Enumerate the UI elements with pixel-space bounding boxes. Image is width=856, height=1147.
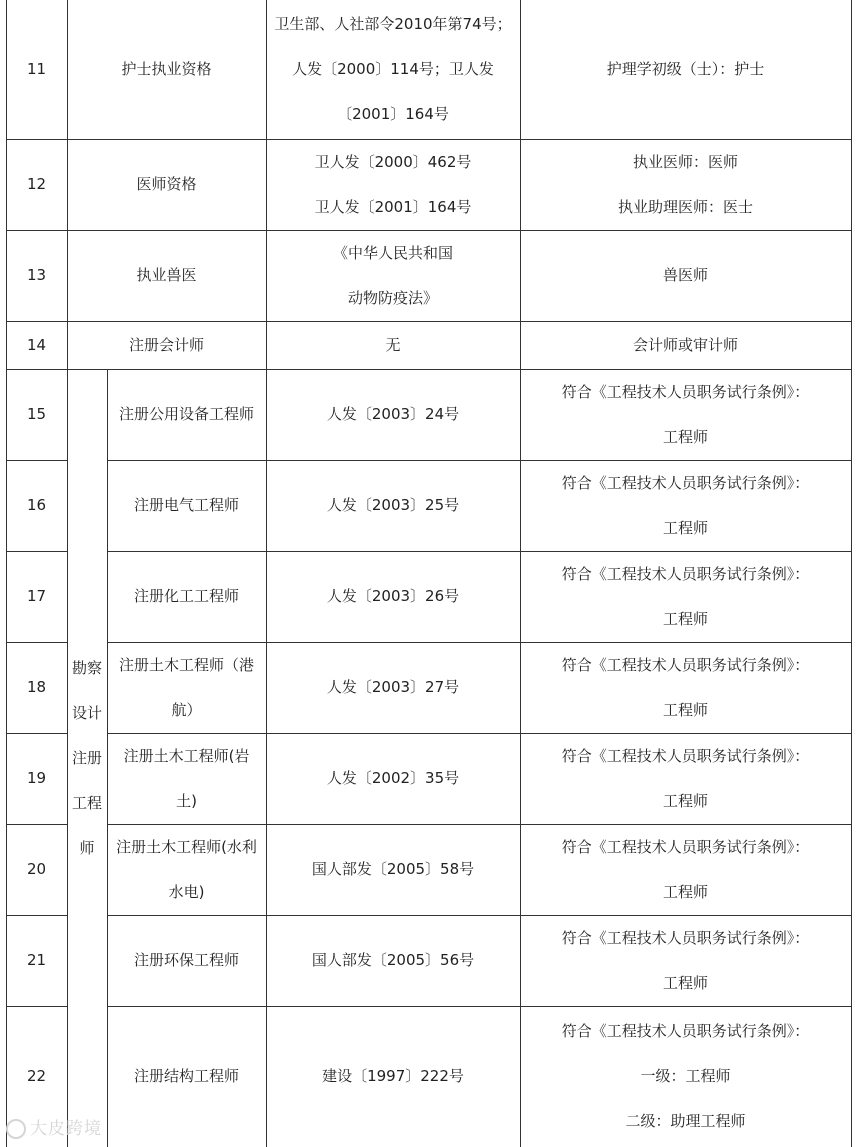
qualification-name-text: 注册电气工程师: [133, 496, 239, 514]
qualification-name: [107, 824, 266, 915]
document-basis: [266, 0, 520, 139]
document-basis-text: 人发〔2003〕27号: [326, 678, 460, 696]
qualification-name-text: 注册会计师: [128, 335, 204, 354]
grid-line-horizontal: [6, 642, 68, 643]
qualification-name: [107, 733, 266, 824]
watermark-logo-icon: [6, 1119, 26, 1139]
document-basis-text: 人发〔2003〕24号: [326, 405, 460, 423]
row-number: [6, 642, 67, 733]
grid-line-horizontal: [6, 824, 68, 825]
grid-line-vertical: [266, 0, 267, 1147]
grid-line-horizontal: [6, 915, 68, 916]
row-number-text: 22: [26, 1067, 47, 1085]
grid-line-horizontal: [107, 733, 852, 734]
row-number: [6, 0, 67, 139]
grid-line-horizontal: [6, 321, 852, 322]
document-basis: [266, 460, 520, 551]
row-number-text: 19: [26, 769, 47, 787]
qualification-name-text: 注册土木工程师（港 航）: [118, 655, 254, 719]
equivalent-title-text: 符合《工程技术人员职务试行条例》： 工程师: [561, 837, 810, 901]
row-number: [6, 321, 67, 369]
document-basis: [266, 915, 520, 1006]
row-number: [6, 369, 67, 460]
equivalent-title-text: 符合《工程技术人员职务试行条例》： 工程师: [561, 928, 810, 992]
row-number: [6, 139, 67, 230]
grid-line-horizontal: [6, 460, 68, 461]
qualification-name-text: 注册化工工程师: [133, 587, 239, 605]
row-number-text: 17: [26, 587, 47, 605]
row-number-text: 21: [26, 951, 47, 969]
document-basis: [266, 824, 520, 915]
document-basis-text: 卫生部、人社部令2010年第74号； 人发〔2000〕114号；卫人发 〔2001〕164号: [274, 15, 512, 123]
equivalent-title-text: 兽医师: [662, 266, 708, 284]
row-number-text: 14: [26, 335, 47, 354]
group-category-cell: [67, 369, 107, 1147]
equivalent-title: [520, 369, 851, 460]
qualification-name-text: 注册公用设备工程师: [118, 405, 254, 423]
document-basis: [266, 321, 520, 369]
qualification-name: [107, 915, 266, 1006]
equivalent-title-text: 符合《工程技术人员职务试行条例》： 工程师: [561, 655, 810, 719]
document-basis: [266, 230, 520, 321]
row-number: [6, 915, 67, 1006]
grid-line-horizontal: [107, 1006, 852, 1007]
grid-line-vertical: [107, 369, 108, 1147]
grid-line-vertical: [520, 0, 521, 1147]
equivalent-title-text: 符合《工程技术人员职务试行条例》： 工程师: [561, 382, 810, 446]
qualification-name: [67, 321, 266, 369]
grid-line-horizontal: [6, 369, 852, 370]
equivalent-title: [520, 642, 851, 733]
row-number: [6, 460, 67, 551]
document-basis: [266, 139, 520, 230]
document-basis: [266, 551, 520, 642]
equivalent-title-text: 符合《工程技术人员职务试行条例》： 一级：工程师 二级：助理工程师: [561, 1022, 810, 1130]
document-basis-text: 国人部发〔2005〕56号: [311, 951, 475, 969]
document-basis-text: 人发〔2003〕25号: [326, 496, 460, 514]
qualification-name-text: 执业兽医: [136, 266, 197, 284]
row-number: [6, 551, 67, 642]
row-number: [6, 824, 67, 915]
grid-line-vertical: [6, 0, 7, 1147]
grid-line-horizontal: [6, 1006, 68, 1007]
row-number-text: 13: [26, 266, 47, 284]
equivalent-title: [520, 915, 851, 1006]
grid-line-horizontal: [6, 230, 852, 231]
equivalent-title-text: 符合《工程技术人员职务试行条例》： 工程师: [561, 473, 810, 537]
qualification-name-text: 注册土木工程师(水利 水电): [116, 837, 257, 901]
equivalent-title: [520, 321, 851, 369]
row-number-text: 20: [26, 860, 47, 878]
grid-line-vertical: [851, 0, 852, 1147]
qualification-name: [67, 139, 266, 230]
grid-line-horizontal: [107, 551, 852, 552]
document-basis: [266, 369, 520, 460]
row-number-text: 16: [26, 496, 47, 514]
equivalent-title: [520, 733, 851, 824]
watermark: [6, 1114, 102, 1139]
grid-line-horizontal: [107, 460, 852, 461]
qualification-name: [67, 230, 266, 321]
row-number: [6, 733, 67, 824]
equivalent-title-text: 符合《工程技术人员职务试行条例》： 工程师: [561, 746, 810, 810]
document-basis-text: 国人部发〔2005〕58号: [311, 860, 475, 878]
equivalent-title: [520, 824, 851, 915]
equivalent-title: [520, 139, 851, 230]
qualification-name: [107, 460, 266, 551]
equivalent-title-text: 会计师或审计师: [632, 335, 738, 354]
document-basis: [266, 1006, 520, 1147]
qualification-name-text: 注册环保工程师: [133, 951, 239, 969]
qualification-name-text: 护士执业资格: [121, 60, 212, 78]
grid-line-horizontal: [107, 915, 852, 916]
qualification-name: [107, 1006, 266, 1147]
row-number-text: 11: [26, 60, 47, 78]
grid-line-horizontal: [107, 642, 852, 643]
grid-line-horizontal: [6, 551, 68, 552]
row-number-text: 15: [26, 405, 47, 423]
document-basis-text: 人发〔2002〕35号: [326, 769, 460, 787]
grid-line-horizontal: [6, 733, 68, 734]
equivalent-title-text: 符合《工程技术人员职务试行条例》： 工程师: [561, 564, 810, 628]
qualification-name-text: 注册土木工程师(岩 土): [123, 746, 250, 810]
grid-line-horizontal: [107, 824, 852, 825]
grid-line-vertical: [67, 0, 68, 1147]
watermark-text: 大皮跨境: [30, 1119, 102, 1139]
group-category-label: 勘察 设计 注册 工程 师: [71, 658, 102, 857]
grid-line-horizontal: [6, 139, 852, 140]
qualification-name: [107, 369, 266, 460]
qualification-name: [107, 642, 266, 733]
equivalent-title-text: 执业医师：医师 执业助理医师：医士: [617, 152, 753, 216]
row-number: [6, 230, 67, 321]
equivalent-title: [520, 551, 851, 642]
equivalent-title: [520, 230, 851, 321]
qualification-name-text: 注册结构工程师: [133, 1067, 239, 1085]
row-number-text: 12: [26, 175, 47, 193]
equivalent-title: [520, 1006, 851, 1147]
qualification-name-text: 医师资格: [136, 175, 197, 193]
document-basis-text: 无: [385, 335, 401, 354]
row-number-text: 18: [26, 678, 47, 696]
qualification-name: [107, 551, 266, 642]
equivalent-title: [520, 460, 851, 551]
qualification-name: [67, 0, 266, 139]
document-basis-text: 《中华人民共和国 动物防疫法》: [332, 243, 453, 307]
document-basis-text: 卫人发〔2000〕462号 卫人发〔2001〕164号: [314, 152, 472, 216]
equivalent-title: [520, 0, 851, 139]
document-basis-text: 建设〔1997〕222号: [322, 1067, 464, 1085]
document-basis-text: 人发〔2003〕26号: [326, 587, 460, 605]
document-basis: [266, 642, 520, 733]
document-basis: [266, 733, 520, 824]
equivalent-title-text: 护理学初级（士）：护士: [606, 60, 765, 78]
